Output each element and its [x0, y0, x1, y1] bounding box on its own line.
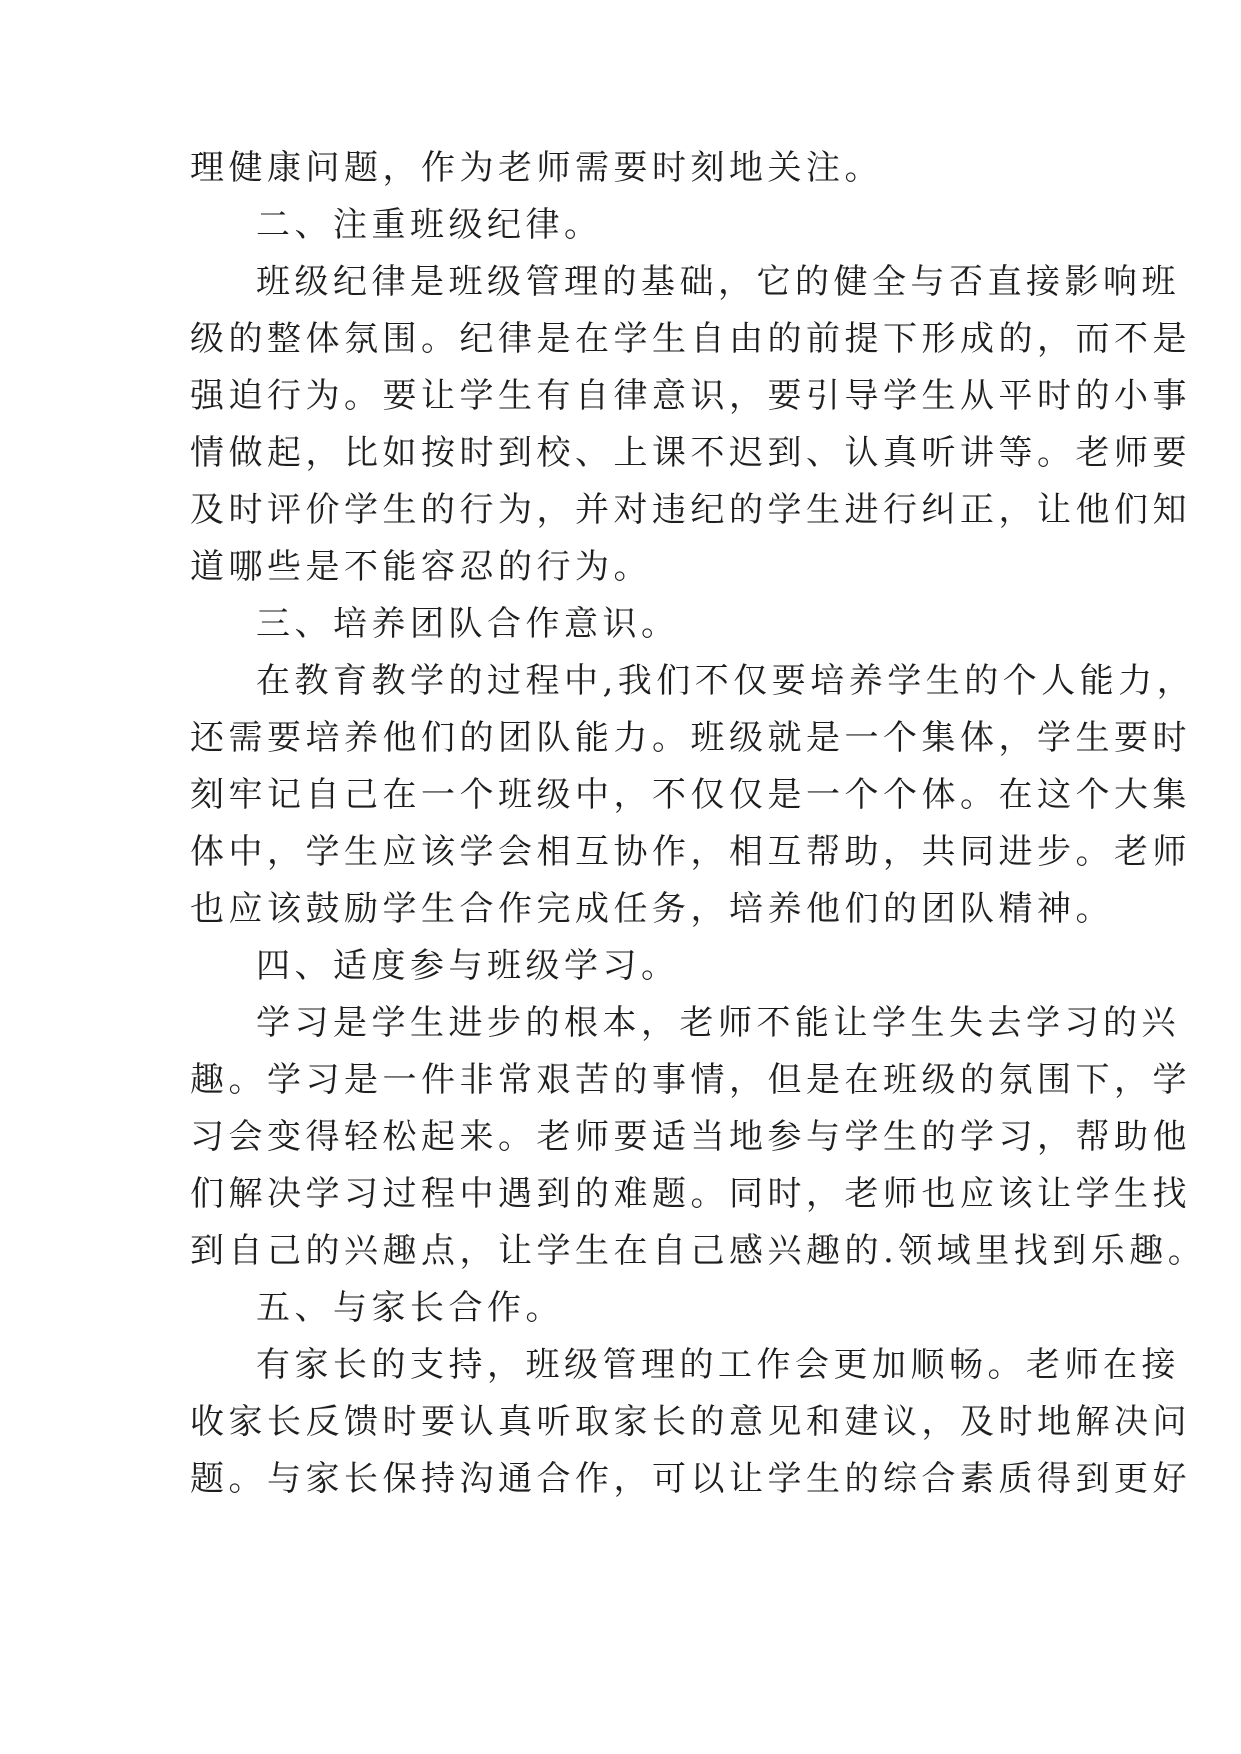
paragraph-line: 班级纪律是班级管理的基础，它的健全与否直接影响班 — [256, 262, 1180, 302]
paragraph-line: 也应该鼓励学生合作完成任务，培养他们的团队精神。 — [190, 889, 1114, 929]
paragraph-line: 习会变得轻松起来。老师要适当地参与学生的学习，帮助他 — [190, 1117, 1191, 1157]
paragraph-line: 级的整体氛围。纪律是在学生自由的前提下形成的，而不是 — [190, 319, 1191, 359]
paragraph-line: 到自己的兴趣点，让学生在自己感兴趣的.领域里找到乐趣。 — [190, 1231, 1207, 1271]
section-heading: 二、注重班级纪律。 — [256, 205, 603, 245]
paragraph-line: 们解决学习过程中遇到的难题。同时，老师也应该让学生找 — [190, 1174, 1191, 1214]
paragraph-line: 情做起，比如按时到校、上课不迟到、认真听讲等。老师要 — [190, 433, 1191, 473]
paragraph-line: 刻牢记自己在一个班级中，不仅仅是一个个体。在这个大集 — [190, 775, 1191, 815]
paragraph-line: 有家长的支持，班级管理的工作会更加顺畅。老师在接 — [256, 1345, 1180, 1385]
paragraph-line: 体中，学生应该学会相互协作，相互帮助，共同进步。老师 — [190, 832, 1191, 872]
paragraph-line: 趣。学习是一件非常艰苦的事情，但是在班级的氛围下，学 — [190, 1060, 1191, 1100]
section-heading: 五、与家长合作。 — [256, 1288, 564, 1328]
paragraph-line: 收家长反馈时要认真听取家长的意见和建议，及时地解决问 — [190, 1402, 1191, 1442]
paragraph-line: 学习是学生进步的根本，老师不能让学生失去学习的兴 — [256, 1003, 1180, 1043]
paragraph-line: 强迫行为。要让学生有自律意识，要引导学生从平时的小事 — [190, 376, 1191, 416]
section-heading: 四、适度参与班级学习。 — [256, 946, 680, 986]
paragraph-line: 道哪些是不能容忍的行为。 — [190, 547, 652, 587]
paragraph-line: 题。与家长保持沟通合作，可以让学生的综合素质得到更好 — [190, 1459, 1191, 1499]
section-heading: 三、培养团队合作意识。 — [256, 604, 680, 644]
paragraph-line: 还需要培养他们的团队能力。班级就是一个集体，学生要时 — [190, 718, 1191, 758]
paragraph-line: 及时评价学生的行为，并对违纪的学生进行纠正，让他们知 — [190, 490, 1191, 530]
paragraph-line: 在教育教学的过程中,我们不仅要培养学生的个人能力， — [256, 661, 1196, 701]
paragraph-line: 理健康问题，作为老师需要时刻地关注。 — [190, 148, 883, 188]
